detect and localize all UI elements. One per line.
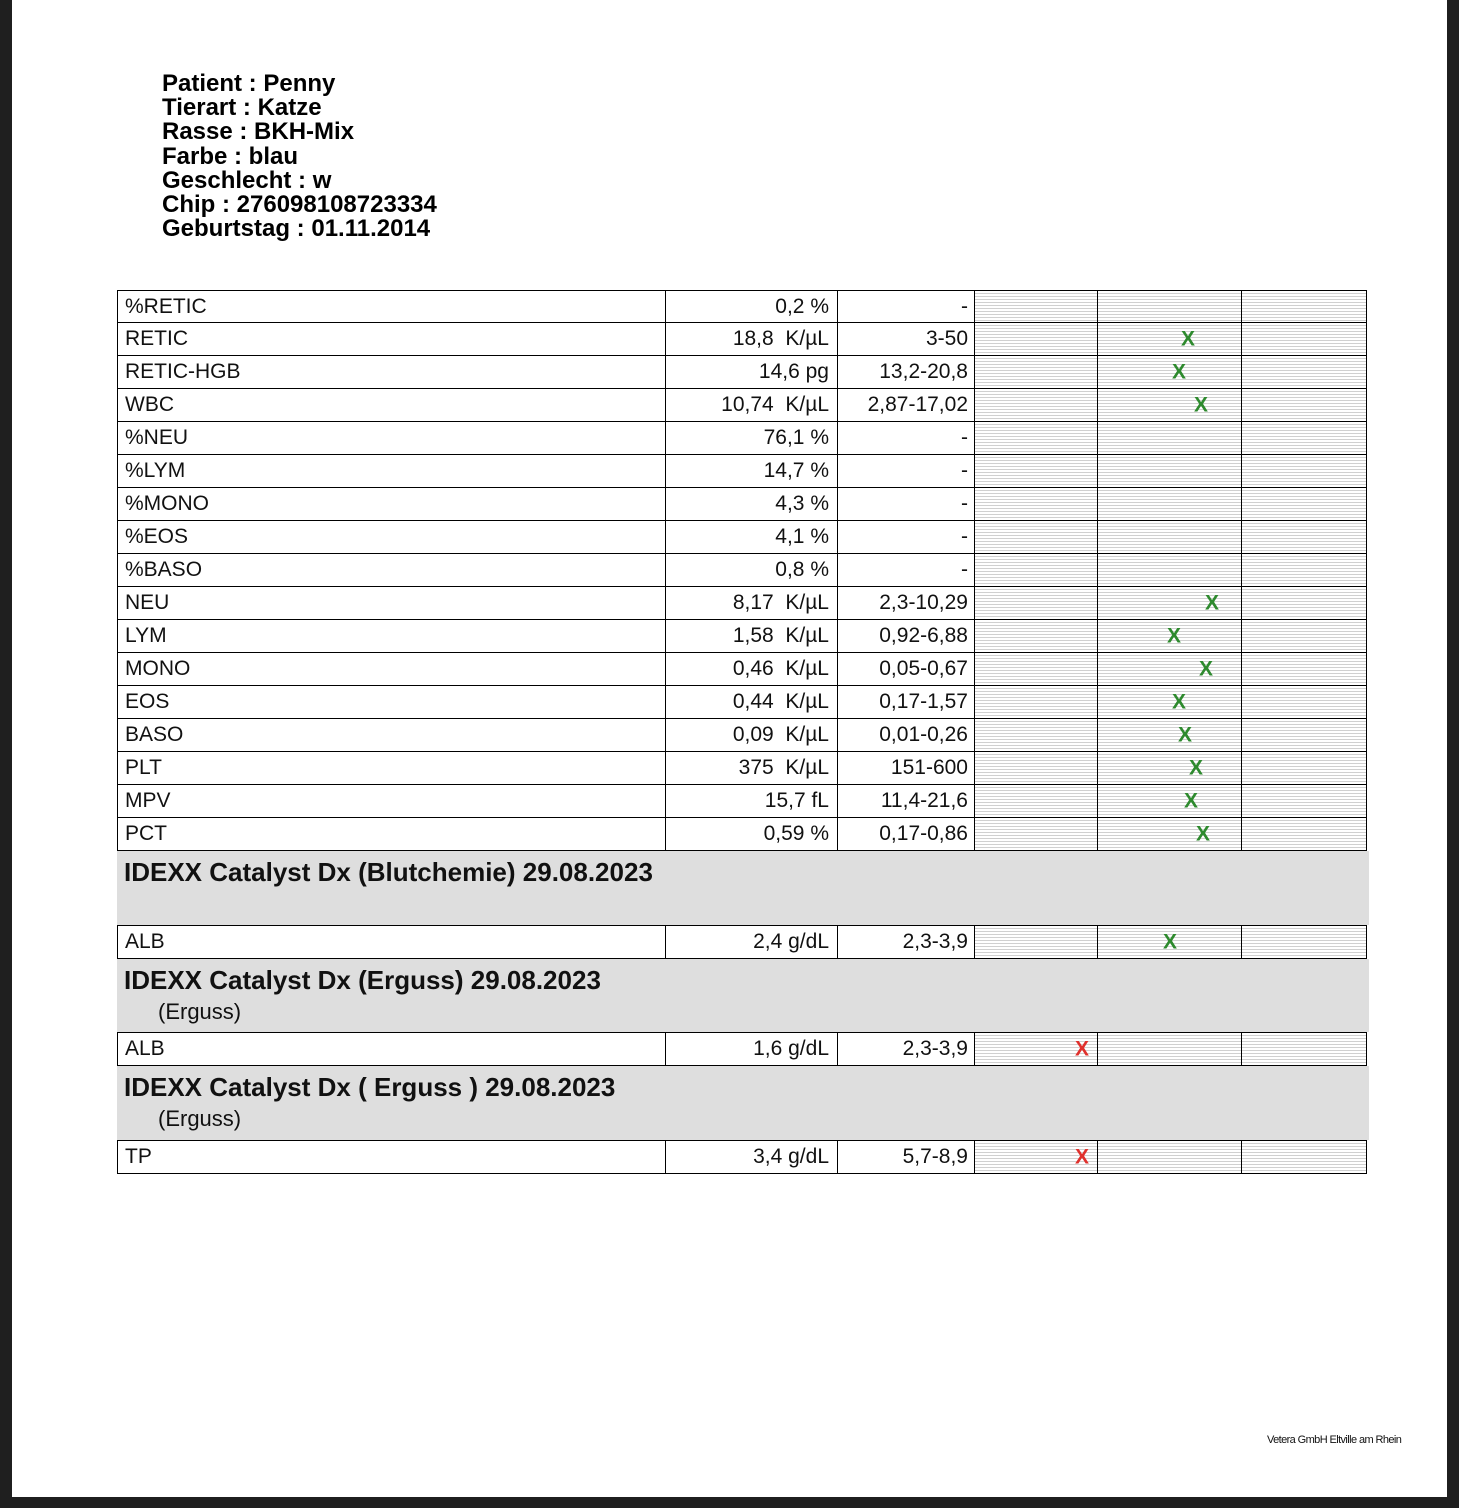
in-range-cell	[1098, 455, 1242, 487]
table-row	[117, 818, 1367, 851]
result-value: 4,1 %	[666, 521, 838, 553]
in-range-mark: X	[1193, 393, 1209, 417]
above-range-cell	[1242, 389, 1366, 421]
above-range-cell	[1242, 785, 1366, 817]
analyte-name: RETIC-HGB	[118, 356, 666, 388]
result-value: 0,2 %	[666, 291, 838, 322]
result-value: 4,3 %	[666, 488, 838, 520]
above-range-cell	[1242, 620, 1366, 652]
in-range-mark: X	[1183, 789, 1199, 813]
in-range-mark: X	[1166, 624, 1182, 648]
below-range-cell	[975, 455, 1098, 487]
below-range-cell	[975, 1141, 1098, 1173]
table-row	[117, 686, 1367, 719]
analyte-name: TP	[118, 1141, 666, 1173]
reference-range: 2,3-10,29	[838, 587, 975, 619]
in-range-cell	[1098, 620, 1242, 652]
below-range-cell	[975, 488, 1098, 520]
above-range-cell	[1242, 554, 1366, 586]
in-range-cell	[1098, 422, 1242, 454]
below-range-cell	[975, 926, 1098, 958]
reference-range: 11,4-21,6	[838, 785, 975, 817]
reference-range: -	[838, 488, 975, 520]
analyte-name: RETIC	[118, 323, 666, 355]
patient-color: Farbe : blau	[162, 142, 299, 170]
in-range-cell	[1098, 356, 1242, 388]
below-range-cell	[975, 785, 1098, 817]
in-range-cell	[1098, 818, 1242, 850]
above-range-cell	[1242, 488, 1366, 520]
below-range-cell	[975, 686, 1098, 718]
table-row	[117, 752, 1367, 785]
in-range-cell	[1098, 1141, 1242, 1173]
section-subtitle: (Erguss)	[158, 999, 242, 1024]
below-range-cell	[975, 1033, 1098, 1065]
in-range-cell	[1098, 389, 1242, 421]
below-range-cell	[975, 521, 1098, 553]
reference-range: 13,2-20,8	[838, 356, 975, 388]
patient-sex: Geschlecht : w	[162, 166, 332, 194]
analyte-name: MPV	[118, 785, 666, 817]
table-row	[117, 422, 1367, 455]
in-range-cell	[1098, 719, 1242, 751]
table-row	[117, 323, 1367, 356]
above-range-cell	[1242, 422, 1366, 454]
table-row	[117, 455, 1367, 488]
footer-lab-name: Vetera GmbH Eltville am Rhein	[1267, 1434, 1402, 1446]
analyte-name: ALB	[118, 926, 666, 958]
reference-range: -	[838, 422, 975, 454]
in-range-cell	[1098, 291, 1242, 322]
analyte-name: %LYM	[118, 455, 666, 487]
in-range-cell	[1098, 752, 1242, 784]
above-range-cell	[1242, 291, 1366, 322]
result-value: 14,6 pg	[666, 356, 838, 388]
result-value: 14,7 %	[666, 455, 838, 487]
table-row	[117, 1032, 1367, 1066]
result-value: 8,17 K/µL	[666, 587, 838, 619]
reference-range: 2,3-3,9	[838, 1033, 975, 1065]
above-range-cell	[1242, 818, 1366, 850]
analyte-name: LYM	[118, 620, 666, 652]
reference-range: 0,01-0,26	[838, 719, 975, 751]
result-value: 2,4 g/dL	[666, 926, 838, 958]
result-value: 0,8 %	[666, 554, 838, 586]
below-range-cell	[975, 620, 1098, 652]
below-range-cell	[975, 587, 1098, 619]
patient-breed: Rasse : BKH-Mix	[162, 118, 355, 146]
section-subtitle: (Erguss)	[158, 1106, 242, 1131]
analyte-name: BASO	[118, 719, 666, 751]
table-row	[117, 925, 1367, 959]
in-range-mark: X	[1162, 930, 1178, 954]
below-range-cell	[975, 653, 1098, 685]
analyte-name: %EOS	[118, 521, 666, 553]
above-range-cell	[1242, 323, 1366, 355]
in-range-cell	[1098, 554, 1242, 586]
in-range-cell	[1098, 686, 1242, 718]
patient-birthday: Geburtstag : 01.11.2014	[162, 215, 431, 243]
in-range-mark: X	[1171, 360, 1187, 384]
in-range-mark: X	[1180, 327, 1196, 351]
table-row	[117, 719, 1367, 752]
below-range-cell	[975, 752, 1098, 784]
in-range-mark: X	[1188, 756, 1204, 780]
in-range-cell	[1098, 785, 1242, 817]
result-value: 1,6 g/dL	[666, 1033, 838, 1065]
table-row	[117, 356, 1367, 389]
result-value: 10,74 K/µL	[666, 389, 838, 421]
reference-range: -	[838, 291, 975, 322]
reference-range: 151-600	[838, 752, 975, 784]
patient-info	[162, 72, 437, 241]
above-range-cell	[1242, 521, 1366, 553]
result-value: 76,1 %	[666, 422, 838, 454]
reference-range: 0,05-0,67	[838, 653, 975, 685]
analyte-name: EOS	[118, 686, 666, 718]
table-row	[117, 620, 1367, 653]
in-range-cell	[1098, 926, 1242, 958]
below-range-cell	[975, 554, 1098, 586]
above-range-cell	[1242, 587, 1366, 619]
section-title: IDEXX Catalyst Dx (Blutchemie) 29.08.2023	[124, 857, 653, 887]
result-value: 15,7 fL	[666, 785, 838, 817]
table-row	[117, 521, 1367, 554]
section-title: IDEXX Catalyst Dx ( Erguss ) 29.08.2023	[124, 1072, 616, 1102]
above-range-cell	[1242, 752, 1366, 784]
patient-chip: Chip : 276098108723334	[162, 191, 437, 219]
in-range-mark: X	[1198, 657, 1214, 681]
analyte-name: NEU	[118, 587, 666, 619]
in-range-mark: X	[1195, 822, 1211, 846]
table-row	[117, 1140, 1367, 1174]
below-range-cell	[975, 323, 1098, 355]
reference-range: 3-50	[838, 323, 975, 355]
result-value: 18,8 K/µL	[666, 323, 838, 355]
reference-range: -	[838, 554, 975, 586]
in-range-cell	[1098, 488, 1242, 520]
reference-range: 2,87-17,02	[838, 389, 975, 421]
above-range-cell	[1242, 926, 1366, 958]
table-row	[117, 488, 1367, 521]
analyte-name: %NEU	[118, 422, 666, 454]
lab-results-table	[117, 290, 1367, 1174]
analyte-name: MONO	[118, 653, 666, 685]
below-range-cell	[975, 719, 1098, 751]
below-range-cell	[975, 291, 1098, 322]
result-value: 375 K/µL	[666, 752, 838, 784]
section-title: IDEXX Catalyst Dx (Erguss) 29.08.2023	[124, 965, 601, 995]
reference-range: 0,92-6,88	[838, 620, 975, 652]
result-value: 0,09 K/µL	[666, 719, 838, 751]
in-range-mark: X	[1171, 690, 1187, 714]
above-range-cell	[1242, 686, 1366, 718]
above-range-cell	[1242, 1033, 1366, 1065]
reference-range: 2,3-3,9	[838, 926, 975, 958]
above-range-cell	[1242, 1141, 1366, 1173]
out-of-range-mark: X	[1074, 1145, 1090, 1169]
in-range-cell	[1098, 587, 1242, 619]
table-row	[117, 785, 1367, 818]
reference-range: -	[838, 455, 975, 487]
table-row	[117, 290, 1367, 323]
above-range-cell	[1242, 653, 1366, 685]
patient-name: Patient : Penny	[162, 70, 336, 97]
in-range-mark: X	[1204, 591, 1220, 615]
in-range-cell	[1098, 323, 1242, 355]
result-value: 0,44 K/µL	[666, 686, 838, 718]
in-range-mark: X	[1177, 723, 1193, 747]
analyte-name: PCT	[118, 818, 666, 850]
table-row	[117, 653, 1367, 686]
analyte-name: %BASO	[118, 554, 666, 586]
in-range-cell	[1098, 653, 1242, 685]
table-row	[117, 554, 1367, 587]
above-range-cell	[1242, 719, 1366, 751]
section-header	[117, 1066, 1369, 1140]
below-range-cell	[975, 818, 1098, 850]
in-range-cell	[1098, 1033, 1242, 1065]
above-range-cell	[1242, 356, 1366, 388]
result-value: 3,4 g/dL	[666, 1141, 838, 1173]
in-range-cell	[1098, 521, 1242, 553]
analyte-name: ALB	[118, 1033, 666, 1065]
section-header	[117, 959, 1369, 1032]
report-page	[12, 0, 1447, 1497]
out-of-range-mark: X	[1074, 1037, 1090, 1061]
result-value: 1,58 K/µL	[666, 620, 838, 652]
above-range-cell	[1242, 455, 1366, 487]
below-range-cell	[975, 422, 1098, 454]
table-row	[117, 389, 1367, 422]
reference-range: -	[838, 521, 975, 553]
reference-range: 0,17-0,86	[838, 818, 975, 850]
patient-species: Tierart : Katze	[162, 94, 322, 122]
table-row	[117, 587, 1367, 620]
analyte-name: WBC	[118, 389, 666, 421]
result-value: 0,59 %	[666, 818, 838, 850]
analyte-name: %MONO	[118, 488, 666, 520]
below-range-cell	[975, 356, 1098, 388]
below-range-cell	[975, 389, 1098, 421]
analyte-name: PLT	[118, 752, 666, 784]
reference-range: 0,17-1,57	[838, 686, 975, 718]
reference-range: 5,7-8,9	[838, 1141, 975, 1173]
section-header	[117, 851, 1369, 925]
analyte-name: %RETIC	[118, 291, 666, 322]
result-value: 0,46 K/µL	[666, 653, 838, 685]
